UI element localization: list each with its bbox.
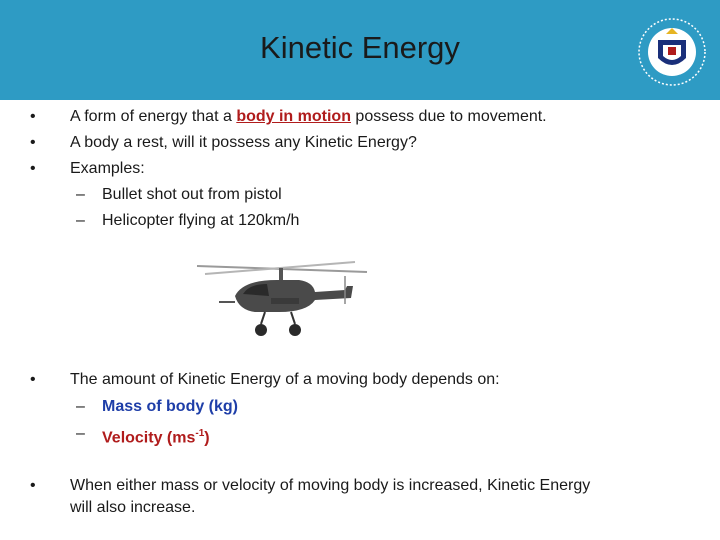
bullet-1-text-end: possess due to movement.	[350, 108, 547, 125]
bullet-glyph: •	[30, 160, 36, 177]
velocity-text: Velocity (ms	[102, 429, 196, 447]
sub-bullet-1-text: Bullet shot out from pistol	[102, 186, 282, 203]
university-crest-icon	[636, 16, 708, 88]
velocity-close-paren: )	[204, 429, 210, 447]
velocity-exponent: -1	[195, 428, 205, 439]
bullet-1-text-start: A form of energy that a	[70, 108, 237, 125]
dash-glyph: –	[76, 186, 85, 203]
bullet-glyph: •	[30, 371, 36, 388]
slide-title: Kinetic Energy	[260, 30, 460, 65]
bullet-5-text-line1: When either mass or velocity of moving body is increased, Kinetic Energy	[70, 477, 591, 494]
bullet-3-text: Examples:	[70, 160, 145, 177]
body-in-motion-highlight: body in motion	[236, 108, 351, 125]
bullet-glyph: •	[30, 477, 36, 494]
header-bar	[0, 0, 720, 100]
mass-of-body-text: Mass of body (kg)	[102, 398, 239, 415]
bullet-glyph: •	[30, 108, 36, 125]
helicopter-image	[195, 252, 370, 340]
bullet-5-text-line2: will also increase.	[70, 499, 196, 516]
sub-bullet-2-text: Helicopter flying at 120km/h	[102, 212, 300, 229]
bullet-4-text: The amount of Kinetic Energy of a moving body depends on:	[70, 371, 500, 388]
dash-glyph: –	[76, 212, 85, 229]
dash-glyph: –	[76, 425, 85, 442]
dash-glyph: –	[76, 398, 85, 415]
bullet-2-text: A body a rest, will it possess any Kinetic Energy?	[70, 134, 417, 151]
bullet-glyph: •	[30, 134, 36, 151]
